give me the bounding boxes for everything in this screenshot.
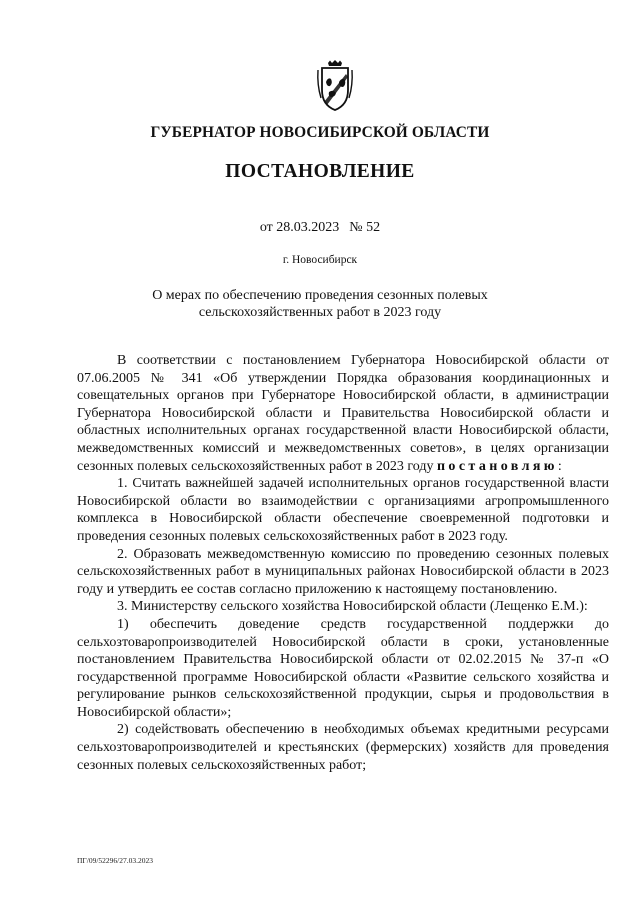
document-date: от 28.03.2023 (259, 220, 340, 235)
city: г. Новосибирск (282, 254, 358, 266)
subject-line-2: сельскохозяйственных работ в 2023 году (198, 305, 442, 320)
document-number: № 52 (349, 220, 381, 235)
subject-line-1: О мерах по обеспечению проведения сезонных полевых (152, 288, 488, 303)
item-3-subitem-2: 2) содействовать обеспечению в необходимых объемах кредитными ресурсами сельхозтоваропроизводителей и крестьянских (фермерских) хозяйств для проведения сезонных полевых сельскохозяйственных работ; (77, 722, 609, 773)
decree-colon: : (557, 458, 562, 474)
document-type: ПОСТАНОВЛЕНИЕ (225, 161, 415, 182)
item-1: 1. Считать важнейшей задачей исполнительных органов государственной власти Новосибирской области во взаимодействии с организациями агропромышленного комплекса в Новосибирской области обеспечение своевременной подготовки и проведения сезонных полевых сельскохозяйственных работ в 2023 году. (77, 476, 609, 544)
preamble-text: В соответствии с постановлением Губернатора Новосибирской области от 07.06.2005 № 341 «Об утверждении Порядка образования координационных и совещательных органов при Губернаторе Новосибирской области, в администрации Губернатора Новосибирской области и Правительства Новосибирской области и областных исполнительных органах государственной власти Новосибирской области, межведомственных комиссий и межведомственных советов», в целях организации сезонных полевых сельскохозяйственных работ в 2023 году (77, 353, 609, 474)
item-3-subitem-1: 1) обеспечить доведение средств государственной поддержки до сельхозтоваропроизводителей Новосибирской области в сроки, установленные постановлением Правительства Новосибирской области от 02.02.2015 № 37-п «О государственной программе Новосибирской области «Развитие сельского хозяйства и регулирование рынков сельскохозяйственной продукции, сырья и продовольствия в Новосибирской области»; (77, 616, 609, 720)
item-2: 2. Образовать межведомственную комиссию по проведению сезонных полевых сельскохозяйственных работ в муниципальных районах Новосибирской области в 2023 году и утвердить ее состав согласно приложению к настоящему постановлению. (77, 546, 609, 597)
authority-title: ГУБЕРНАТОР НОВОСИБИРСКОЙ ОБЛАСТИ (150, 124, 490, 141)
registration-number: ПГ/09/52296/27.03.2023 (77, 856, 154, 865)
document-subject (0, 287, 640, 321)
preamble-paragraph (77, 352, 609, 475)
document-body (77, 352, 609, 774)
coat-of-arms-icon (315, 60, 355, 112)
decree-word: постановляю (436, 458, 558, 474)
item-3: 3. Министерству сельского хозяйства Новосибирской области (Лещенко Е.М.): (117, 599, 588, 615)
date-number-line (0, 220, 640, 236)
